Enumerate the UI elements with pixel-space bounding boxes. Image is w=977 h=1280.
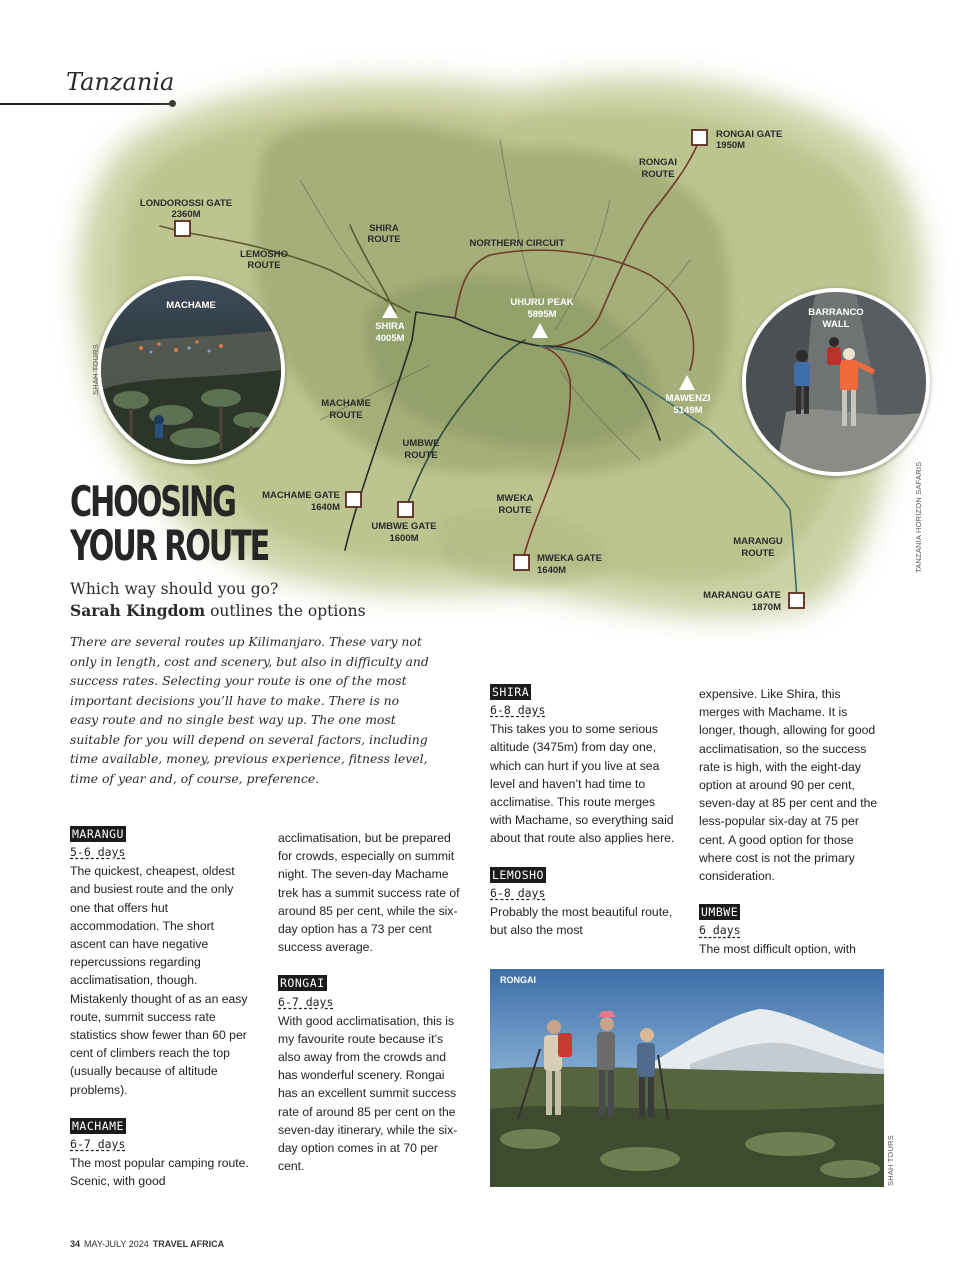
column-3 bbox=[490, 683, 676, 939]
route-machame bbox=[70, 1117, 252, 1191]
shira-peak-label: SHIRA bbox=[375, 321, 405, 332]
mweka-route-label-2: ROUTE bbox=[498, 505, 532, 516]
route-marangu-text: The quickest, cheapest, oldest and busiest route and the only one that offers hut accommodation. The short ascent can have negative repercussions regarding acclimatisation, though. Mistakenly thought of as an easy route, summit success rate statistics show fewer than 60 per cent of climbers reach the top (usually because of altitude problems). bbox=[70, 864, 248, 1097]
rongai-photo-image bbox=[490, 969, 884, 1187]
page-folio bbox=[70, 1239, 224, 1249]
section-tag: Tanzania bbox=[66, 68, 175, 96]
route-shira-text: This takes you to some serious altitude (3475m) from day one, which can hurt if you live at sea level and haven’t had time to acclimatise. This route merges with Machame, so everything said about that route also applies here. bbox=[490, 722, 675, 846]
machame-gate-label: MACHAME GATE bbox=[262, 490, 340, 501]
photo-credit-right: TANZANIA HORIZON SAFARIS bbox=[914, 461, 923, 573]
route-lemosho-title: LEMOSHO bbox=[492, 867, 544, 882]
standfirst-line-2-rest: outlines the options bbox=[205, 602, 366, 620]
route-machame-title: MACHAME bbox=[72, 1118, 124, 1133]
route-marangu bbox=[70, 825, 252, 1099]
shira-route-label-1: SHIRA bbox=[369, 223, 399, 234]
machame-route-label-1: MACHAME bbox=[321, 398, 371, 409]
northern-circuit-label: NORTHERN CIRCUIT bbox=[469, 238, 565, 249]
marangu-gate-alt: 1870M bbox=[751, 602, 781, 613]
umbwe-gate-marker bbox=[398, 502, 413, 517]
umbwe-route-label-1: UMBWE bbox=[402, 438, 440, 449]
barranco-wall-label bbox=[746, 307, 926, 331]
headline-line-2: YOUR ROUTE bbox=[70, 521, 269, 570]
route-umbwe-title: UMBWE bbox=[701, 905, 739, 920]
page-headline bbox=[70, 477, 269, 570]
rongai-route-label-2: ROUTE bbox=[641, 169, 675, 180]
rongai-photo-label: RONGAI bbox=[500, 975, 536, 985]
uhuru-peak-label: UHURU PEAK bbox=[510, 297, 574, 308]
route-shira-days: 6-8 days bbox=[490, 703, 546, 718]
route-machame-text-b: acclimatisation, but be prepared for crowds, especially on summit night. The seven-day Machame trek has a summit success rate of around 85 per cent, while the six-day option has a 73 per cent success average. bbox=[278, 831, 460, 955]
route-lemosho-days: 6-8 days bbox=[490, 885, 546, 900]
barranco-wall-label-line-1: BARRANCO bbox=[808, 307, 864, 318]
column-4 bbox=[699, 685, 881, 959]
route-lemosho-text-b: expensive. Like Shira, this merges with Machame. It is longer, though, allowing for good acclimatisation, so the success rate is high, with the eight-day option at around 90 per cent, seven-day at 85 per cent and the less-popular six-day at 75 per cent. A good option for those where cost is not the primary consideration. bbox=[699, 687, 878, 884]
route-umbwe bbox=[699, 903, 881, 958]
shira-peak-alt: 4005M bbox=[375, 333, 405, 344]
route-machame-days: 6-7 days bbox=[70, 1137, 126, 1152]
rongai-gate-marker bbox=[692, 130, 707, 145]
barranco-wall-photo bbox=[742, 288, 930, 476]
lemosho-route-label-1: LEMOSHO bbox=[239, 249, 289, 260]
route-shira-title: SHIRA bbox=[492, 685, 530, 699]
standfirst-line-2 bbox=[70, 600, 410, 622]
route-rongai-days: 6-7 days bbox=[278, 994, 334, 1009]
lemosho-route-label-2: ROUTE bbox=[247, 260, 281, 271]
route-umbwe-text: The most difficult option, with bbox=[699, 942, 856, 957]
route-shira bbox=[490, 683, 676, 848]
umbwe-gate-alt: 1600M bbox=[389, 533, 419, 544]
marangu-gate-label: MARANGU GATE bbox=[703, 590, 781, 601]
machame-gate-marker bbox=[346, 492, 361, 507]
magazine-name: TRAVEL AFRICA bbox=[152, 1239, 225, 1249]
machame-photo bbox=[97, 276, 285, 464]
route-marangu-days: 5-6 days bbox=[70, 845, 126, 860]
shira-route-label-2: ROUTE bbox=[367, 234, 401, 245]
route-marangu-title: MARANGU bbox=[72, 827, 124, 841]
mweka-gate-alt: 1640M bbox=[537, 565, 567, 576]
route-rongai-text: With good acclimatisation, this is my favourite route because it’s also away from the crowds and has wonderful scenery. Rongai has an excellent summit success rate of around 85 per cent on the seven-day itinerary, while the six-day option comes in at 70 per cent. bbox=[278, 1013, 458, 1174]
rongai-route-label-1: RONGAI bbox=[639, 157, 677, 168]
route-lemosho bbox=[490, 866, 676, 940]
mawenzi-peak-alt: 5149M bbox=[673, 405, 703, 416]
machame-route-label-2: ROUTE bbox=[329, 410, 363, 421]
standfirst bbox=[70, 579, 410, 622]
machame-gate-alt: 1640M bbox=[310, 502, 340, 513]
headline-line-1: CHOOSING bbox=[70, 477, 235, 526]
mweka-gate-label: MWEKA GATE bbox=[537, 553, 602, 564]
intro-paragraph: There are several routes up Kilimanjaro. These vary not only in length, cost and scenery, but also in difficulty and success rates. Selecting your route is one of the most important decisions you’ll have to make. There is no easy route and no single best way up. The one most suitable for you will depend on several factors, including time available, money, previous experience, fitness level, time of year and, of course, preference. bbox=[70, 634, 429, 786]
mweka-gate-marker bbox=[514, 555, 529, 570]
rongai-gate-alt: 1950M bbox=[716, 140, 746, 151]
route-lemosho-text-a: Probably the most beautiful route, but also the most bbox=[490, 904, 673, 938]
photo-credit-bottom: SHAH TOURS bbox=[886, 1135, 895, 1186]
mweka-route-label-1: MWEKA bbox=[496, 493, 534, 504]
uhuru-peak-alt: 5895M bbox=[527, 309, 557, 320]
page-number: 34 bbox=[70, 1239, 81, 1249]
londorossi-gate-alt: 2360M bbox=[171, 209, 201, 220]
column-2 bbox=[278, 829, 464, 1175]
londorossi-gate-marker bbox=[175, 221, 190, 236]
machame-photo-label: MACHAME bbox=[166, 300, 216, 311]
route-machame-text-a: The most popular camping route. Scenic, with good bbox=[70, 1156, 249, 1189]
column-1 bbox=[70, 825, 252, 1190]
author-name: Sarah Kingdom bbox=[70, 601, 206, 620]
rongai-gate-label: RONGAI GATE bbox=[716, 129, 783, 140]
route-umbwe-days: 6 days bbox=[699, 923, 741, 938]
climber-red bbox=[827, 337, 841, 365]
photo-credit-left: SHAH TOURS bbox=[91, 344, 100, 395]
londorossi-gate-label: LONDOROSSI GATE bbox=[139, 198, 233, 209]
route-rongai-title: RONGAI bbox=[280, 976, 325, 991]
umbwe-gate-label: UMBWE GATE bbox=[371, 521, 437, 532]
route-rongai bbox=[278, 974, 464, 1175]
mawenzi-peak-label: MAWENZI bbox=[665, 393, 711, 404]
standfirst-line-1: Which way should you go? bbox=[70, 580, 279, 598]
marangu-route-label-2: ROUTE bbox=[741, 548, 775, 559]
marangu-gate-marker bbox=[789, 593, 804, 608]
issue-date: MAY-JULY 2024 bbox=[84, 1239, 149, 1249]
barranco-wall-label-line-2: WALL bbox=[822, 319, 850, 330]
umbwe-route-label-2: ROUTE bbox=[404, 450, 438, 461]
marangu-route-label-1: MARANGU bbox=[733, 536, 783, 547]
rongai-photo bbox=[490, 969, 884, 1187]
